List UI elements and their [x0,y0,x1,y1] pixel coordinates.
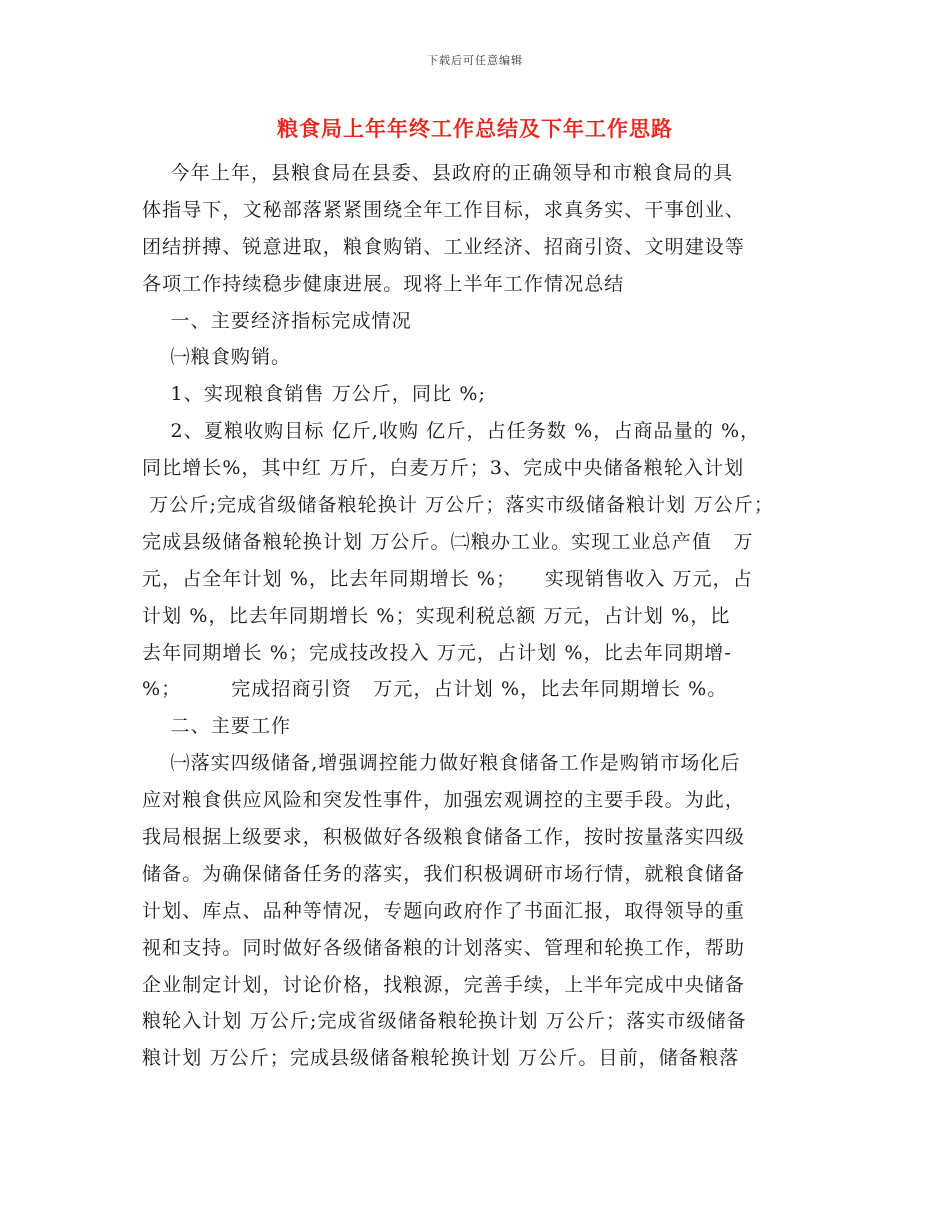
body-line: 企业制定计划，讨论价格，找粮源，完善手续，上半年完成中央储备 [142,973,746,996]
subsection-heading: ㈠粮食购销。 [142,346,292,369]
body-line: 完成县级储备粮轮换计划 万公斤。㈡粮办工业。实现工业总产值 万 [142,530,754,553]
body-line: 粮轮入计划 万公斤;完成省级储备粮轮换计划 万公斤；落实市级储备 [142,1010,747,1033]
body-line: 我局根据上级要求，积极做好各级粮食储备工作，按时按量落实四级 [142,826,746,849]
body-line: 计划、库点、品种等情况，专题向政府作了书面汇报，取得领导的重 [142,899,746,922]
body-line: 计划 %，比去年同期增长 %；实现利税总额 万元，占计划 %，比 [142,604,731,627]
body-line: 1、实现粮食销售 万公斤，同比 %; [142,383,486,406]
body-line: 体指导下，文秘部落紧紧围绕全年工作目标，求真务实、干事创业、 [142,198,746,221]
body-line: 应对粮食供应风险和突发性事件，加强宏观调控的主要手段。为此， [142,789,746,812]
body-line: 同比增长%，其中红 万斤，白麦万斤；3、完成中央储备粮轮入计划 [142,457,745,480]
body-line: 团结拼搏、锐意进取，粮食购销、工业经济、招商引资、文明建设等 [142,235,746,258]
header-note: 下载后可任意编辑 [427,54,523,67]
section-heading: 二、主要工作 [142,715,292,738]
body-line: 今年上年，县粮食局在县委、县政府的正确领导和市粮食局的具 [142,162,734,184]
body-line: %； 完成招商引资 万元，占计划 %，比去年同期增长 %。 [142,678,728,701]
body-line: 2、夏粮收购目标 亿斤,收购 亿斤，占任务数 %，占商品量的 %， [142,420,761,443]
body-line: 视和支持。同时做好各级储备粮的计划落实、管理和轮换工作，帮助 [142,936,746,959]
body-line: ㈠落实四级储备,增强调控能力做好粮食储备工作是购销市场化后 [142,752,741,775]
body-line: 各项工作持续稳步健康进展。现将上半年工作情况总结 [142,272,625,295]
body-line: 去年同期增长 %；完成技改投入 万元，占计划 %，比去年同期增- [142,641,732,664]
body-line: 万公斤;完成省级储备粮轮换计 万公斤；落实市级储备粮计划 万公斤； [142,494,774,517]
body-line: 粮计划 万公斤；完成县级储备粮轮换计划 万公斤。目前，储备粮落 [142,1047,740,1070]
section-heading: 一、主要经济指标完成情况 [142,309,412,332]
body-line: 储备。为确保储备任务的落实，我们积极调研市场行情，就粮食储备 [142,862,746,885]
document-title: 粮食局上年年终工作总结及下年工作思路 [277,116,673,141]
body-line: 元，占全年计划 %，比去年同期增长 %； 实现销售收入 万元，占 [142,567,753,590]
document-body [142,155,817,1077]
